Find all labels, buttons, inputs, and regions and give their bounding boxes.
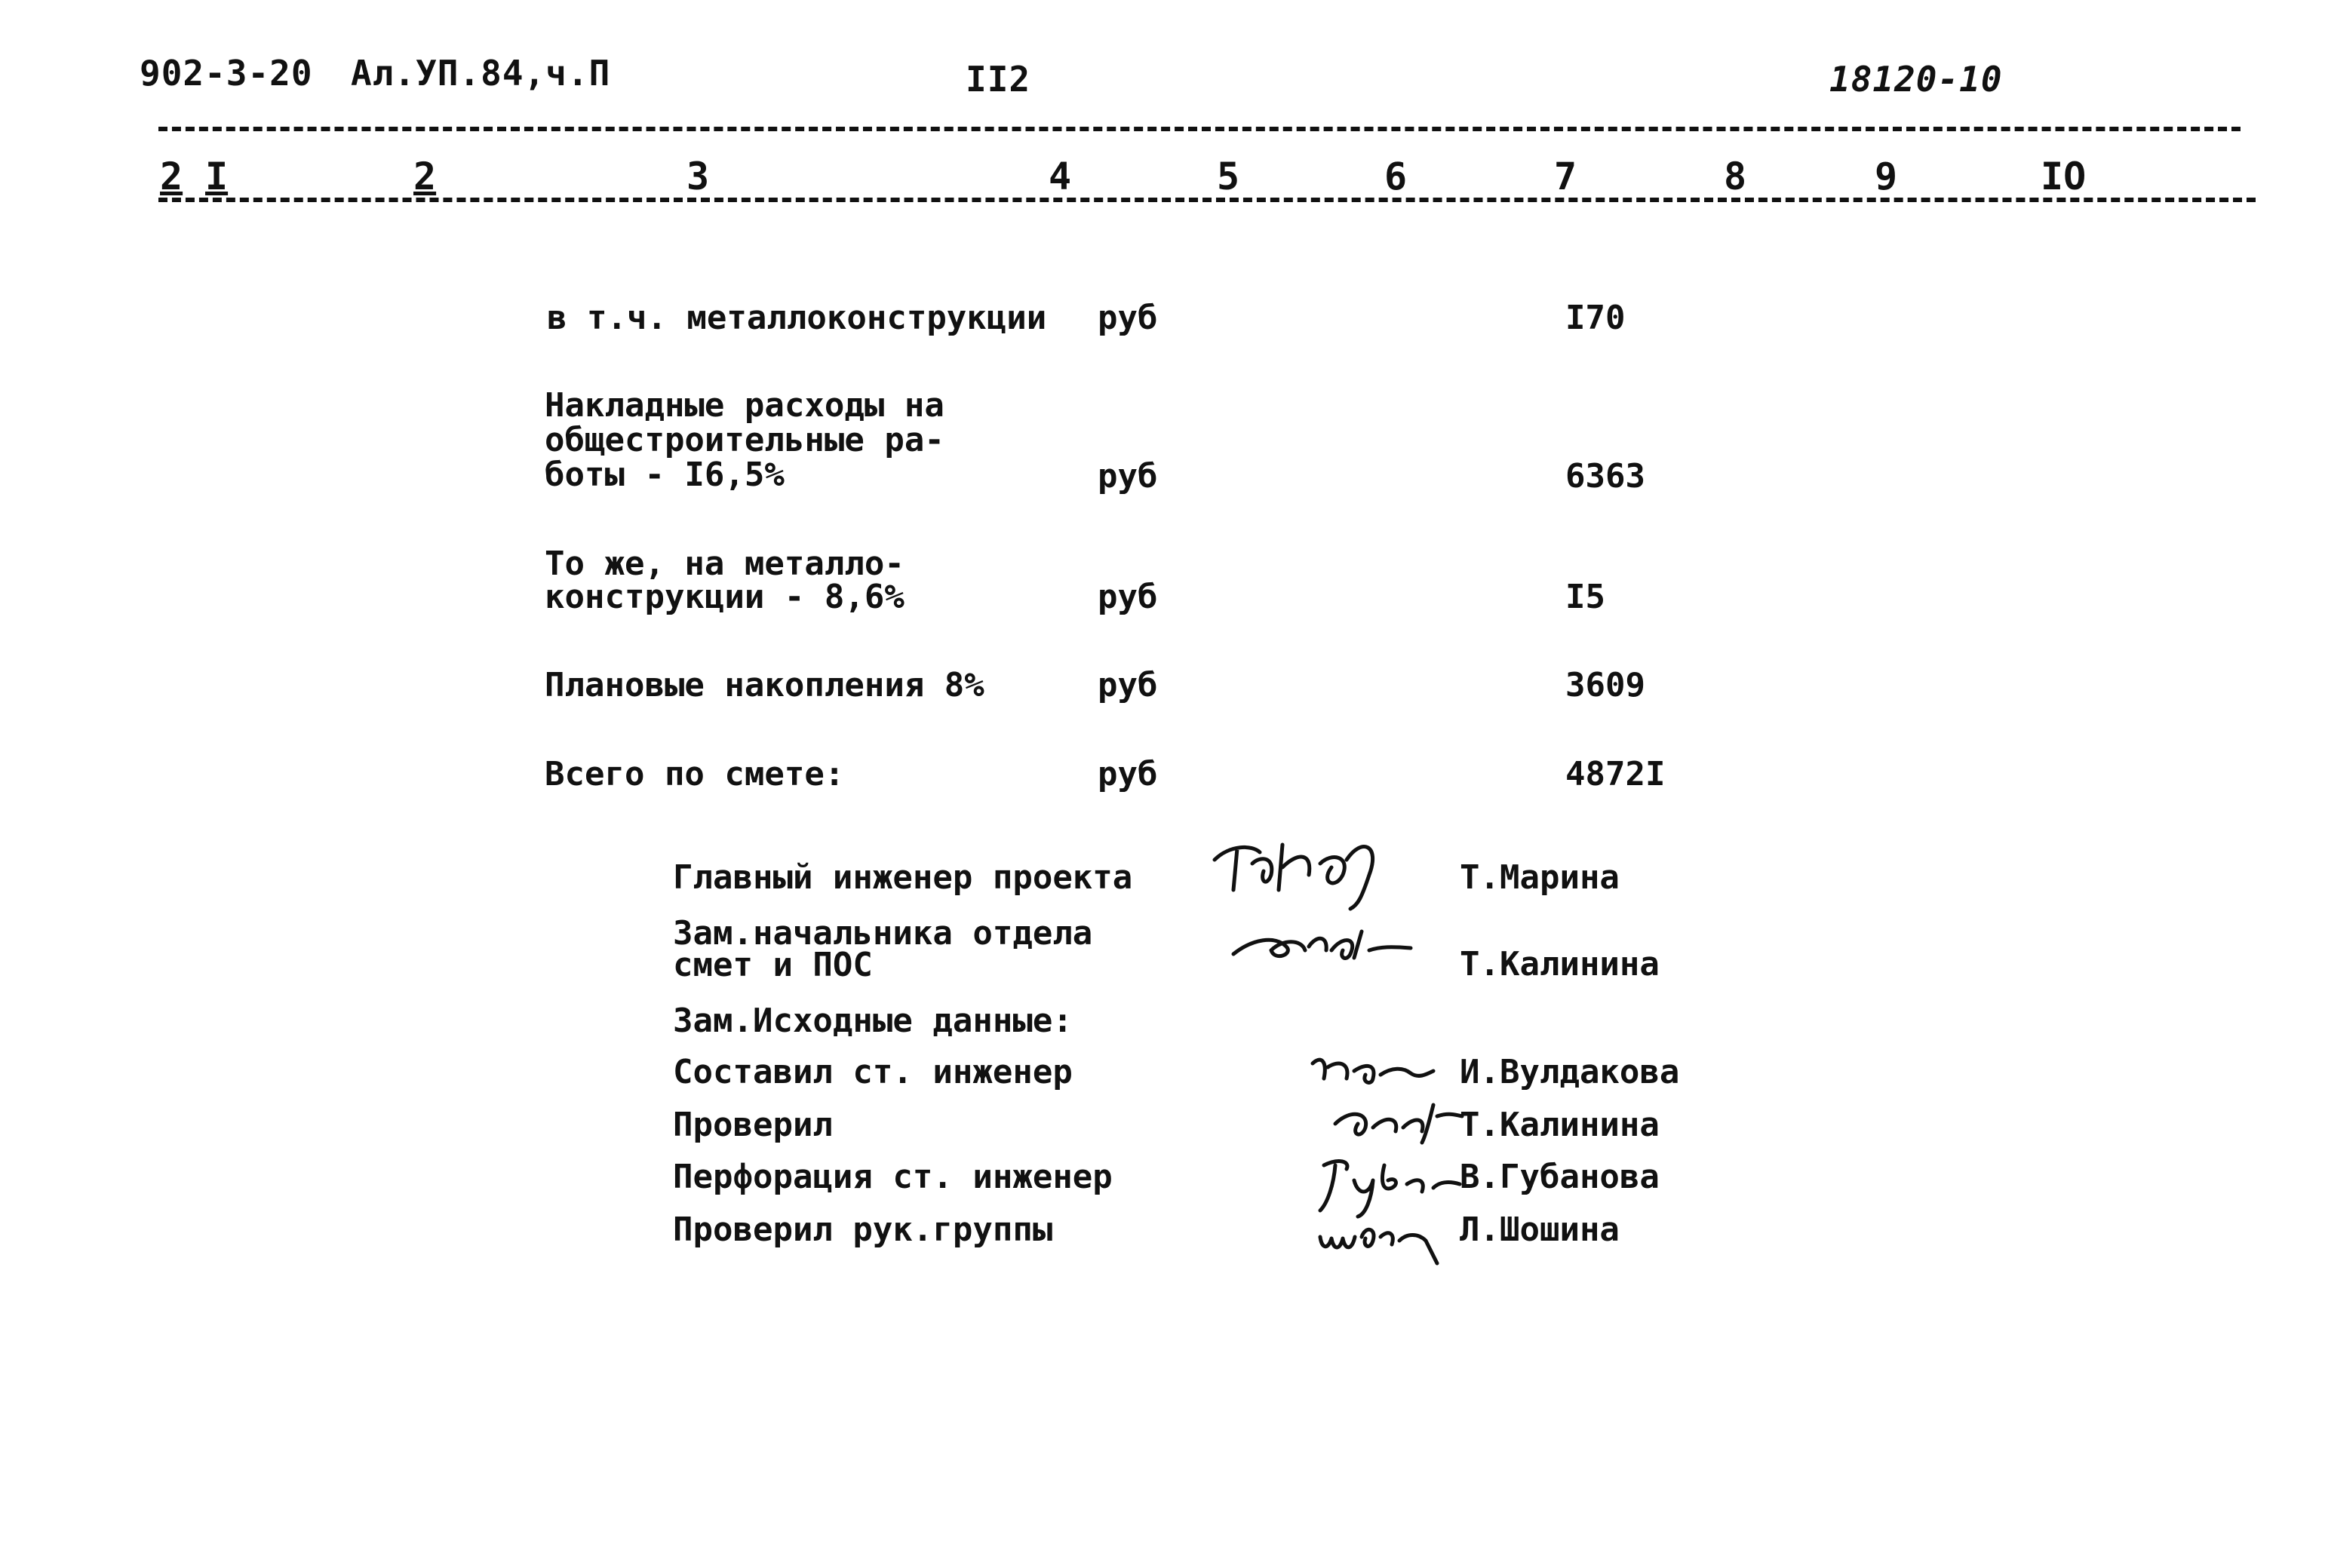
column-number: 5: [1217, 155, 1240, 198]
column-number: IO: [2041, 155, 2087, 198]
handwritten-signature-shoshina: [1313, 1207, 1448, 1267]
handwritten-signature-vuldakova: [1305, 1045, 1441, 1097]
signatory-role: Главный инженер проекта: [673, 858, 1133, 897]
handwritten-signature-kalinina-2: [1328, 1094, 1463, 1146]
row-label: То же, на металло-: [545, 545, 905, 583]
column-number: 9: [1875, 155, 1898, 198]
signatory-role: Зам.начальника отдела: [673, 914, 1093, 953]
row-label: в т.ч. металлоконструкции: [547, 299, 1047, 337]
row-unit: руб: [1098, 299, 1158, 337]
signatory-name: Т.Калинина: [1460, 1106, 1660, 1144]
handwritten-signature-kalinina-1: [1230, 916, 1426, 969]
column-number: I: [205, 155, 229, 198]
row-value: I5: [1565, 578, 1605, 616]
album-reference: Ал.УП.84,ч.П: [351, 53, 611, 94]
row-label: Плановые накопления 8%: [545, 666, 984, 704]
column-number: 3: [686, 155, 710, 198]
row-label: Накладные расходы на: [545, 386, 944, 425]
row-label: общестроительные ра-: [545, 421, 944, 459]
column-number: 2: [160, 155, 183, 198]
signatory-role: Проверил: [673, 1106, 833, 1144]
signatory-role: Составил ст. инженер: [673, 1053, 1073, 1091]
row-label: конструкции - 8,6%: [545, 578, 905, 616]
row-unit: руб: [1098, 578, 1158, 616]
signatory-role: Зам.Исходные данные:: [673, 1002, 1073, 1040]
row-value: I70: [1565, 299, 1626, 337]
row-value: 6363: [1565, 457, 1645, 496]
signatory-name: Т.Калинина: [1460, 945, 1660, 983]
column-number: 7: [1554, 155, 1577, 198]
signatory-name: В.Губанова: [1460, 1158, 1660, 1196]
handwritten-signature-marina: [1207, 830, 1403, 913]
row-unit: руб: [1098, 755, 1158, 793]
column-number: 6: [1384, 155, 1408, 198]
page-number: II2: [966, 59, 1031, 100]
signatory-role: Перфорация ст. инженер: [673, 1158, 1113, 1196]
row-label: Всего по смете:: [545, 755, 845, 793]
column-strip-dashed-rule: [158, 198, 2256, 202]
stamp-number: 18120-10: [1829, 59, 2003, 100]
signatory-name: Т.Марина: [1460, 858, 1620, 897]
column-number: 8: [1724, 155, 1747, 198]
signatory-name: И.Вулдакова: [1460, 1053, 1680, 1091]
row-value: 4872I: [1565, 755, 1666, 793]
header-dashed-rule: [158, 127, 2241, 131]
doc-code: 902-3-20: [140, 53, 313, 94]
signatory-role: смет и ПОС: [673, 946, 873, 984]
row-value: 3609: [1565, 666, 1645, 704]
column-number: 4: [1049, 155, 1072, 198]
signatory-role: Проверил рук.группы: [673, 1211, 1053, 1249]
column-number: 2: [413, 155, 437, 198]
row-unit: руб: [1098, 666, 1158, 704]
signatory-name: Л.Шошина: [1460, 1211, 1620, 1249]
row-unit: руб: [1098, 457, 1158, 496]
row-label: боты - I6,5%: [545, 456, 785, 494]
